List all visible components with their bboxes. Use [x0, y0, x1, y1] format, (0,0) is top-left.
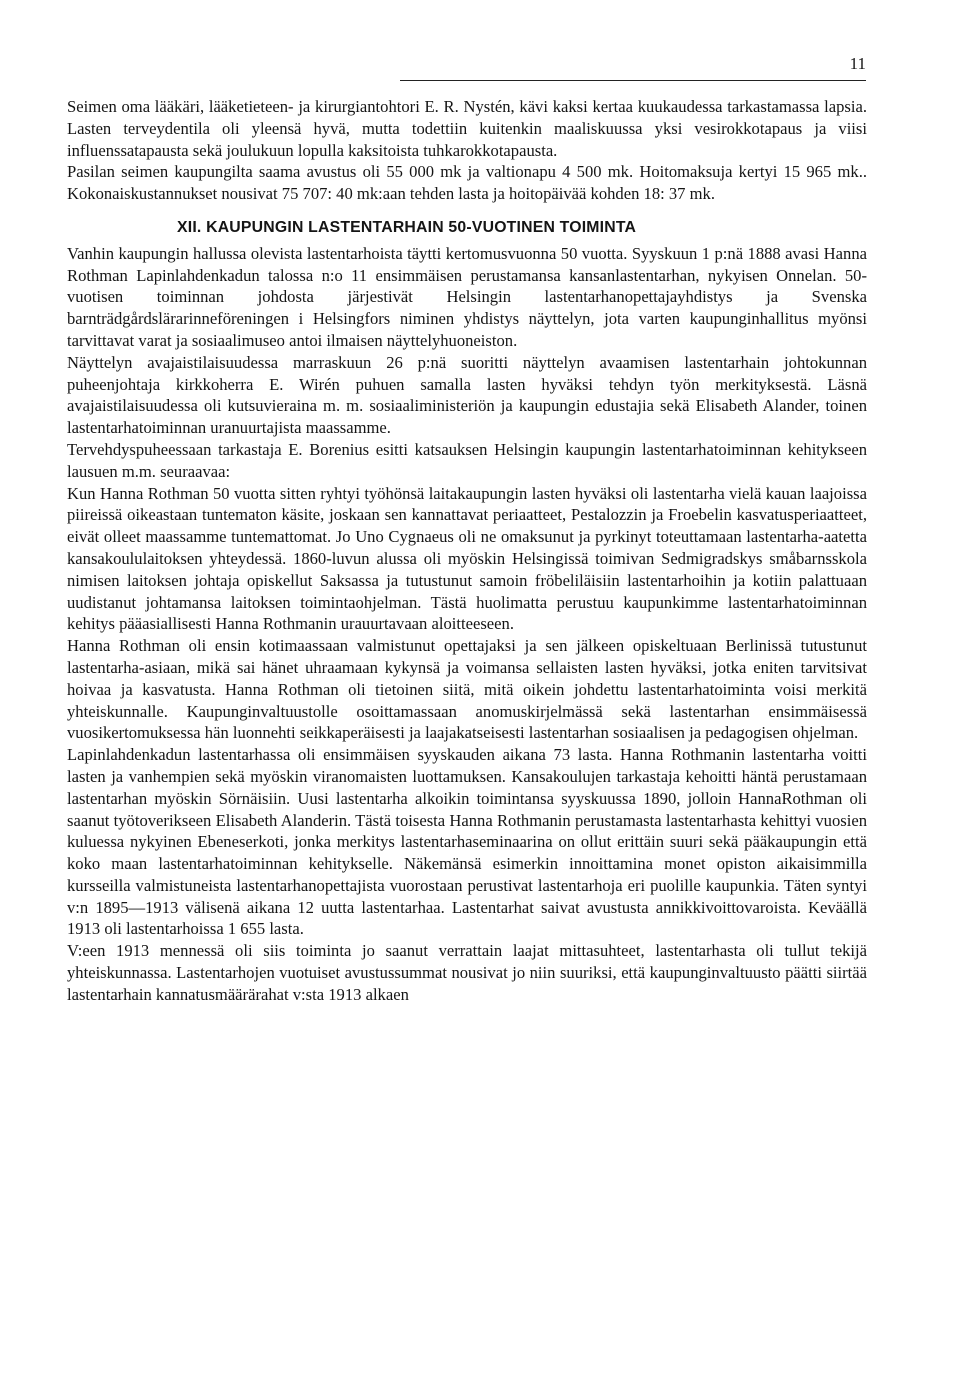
paragraph: Kun Hanna Rothman 50 vuotta sitten ryhtyi työhönsä laitakaupungin lasten hyväksi oli lastentarha vielä kauan laajoissa piireissä oikeastaan tuntematon käsite, joskaan sen kannattavat periaatteet, Pestalozzin ja Froebelin kasvatusperiaatteet, eivät olleet maassamme tuntemattomat. Jo Uno Cygnaeus oli ne omaksunut ja pyrkinyt toteuttamaan lastentarha-aatetta kansakoululaitoksen yhteydessä. 1860-luvun alussa oli myöskin Helsingissä toimivan Sedmigradskys småbarnsskola nimisen laitoksen johtaja opiskellut Saksassa ja tutustunut samoin fröbeliläisiin lastentarhoihin ja kotiin palattuaan uudistanut johtamansa laitoksen toimintaohjelman. Tästä huolimatta perustuu kaupunkimme lastentarhatoiminnan kehitys pääasiallisesti Hanna Rothmanin urauurtavaan aloitteeseen. — [67, 483, 867, 634]
paragraph: Hanna Rothman oli ensin kotimaassaan valmistunut opettajaksi ja sen jälkeen opiskeltuaan Berlinissä tutustunut lastentarha-asiaan, mikä sai hänet uhraamaan kykynsä ja voimansa sellaisten lasten hyväksi, jotka eniten tarvitsivat hoivaa ja kasvatusta. Hanna Rothman oli tietoinen siitä, mitä oikein johdettu lastentarhatoiminta voisi merkitä yhteiskunnalle. Kaupunginvaltuustolle osoittamassaan anomuskirjelmässä sekä lastentarhan ensimmäisessä vuosikertomuksessa hän luonnehti seikkaperäisesti ja laajakatseisesti lastentarhan sosiaalisen ja pedagogisen ohjelman. — [67, 636, 867, 743]
paragraph: Vanhin kaupungin hallussa olevista lastentarhoista täytti kertomusvuonna 50 vuotta. Syyskuun 1 p:nä 1888 avasi Hanna Rothman Lapinlahdenkadun talossa n:o 11 ensimmäisen perustamansa kansanlastentarhan, nykyisen Onnelan. 50-vuotisen toiminnan johdosta järjestivät Helsingin lastentarhanopettajayhdistys ja Svenska barnträdgårdslärarinneföreningen i Helsingfors niminen yhdistys näyttelyn, jota varten kaupunginhallitus myönsi tarvittavat varat ja sosiaalimuseo antoi ilmaisen näyttelyhuoneiston. — [67, 243, 867, 350]
paragraph: Pasilan seimen kaupungilta saama avustus oli 55 000 mk ja valtionapu 4 500 mk. Hoitomaksuja kertyi 15 965 mk.. Kokonaiskustannukset nousivat 75 707: 40 mk:aan tehden lasta ja hoitopäivää kohden 18: 37 mk. — [67, 162, 867, 204]
header-rule — [400, 80, 866, 81]
section-heading: XII. KAUPUNGIN LASTENTARHAIN 50-VUOTINEN TOIMINTA — [177, 218, 637, 236]
page-number: 11 — [849, 54, 866, 73]
paragraph: Näyttelyn avajaistilaisuudessa marraskuun 26 p:nä suoritti näyttelyn avaamisen lastentarhain johtokunnan puheenjohtaja kirkkoherra E. Wirén puhuen samalla lasten hyväksi tehdyn työn merkityksestä. Läsnä avajaistilaisuudessa oli kutsuvieraina m. m. sosiaaliministeriön ja kaupungin edustajia sekä Elisabeth Alander, toinen lastentarhatoiminnan uranuurtajista maassamme. — [67, 352, 867, 438]
paragraph: Seimen oma lääkäri, lääketieteen- ja kirurgiantohtori E. R. Nystén, kävi kaksi kertaa kuukaudessa tarkastamassa lapsia. Lasten terveydentila oli yleensä hyvä, mutta todettiin kuitenkin maaliskuussa yksi vesirokkotapaus ja viisi influenssatapausta sekä joulukuun lopulla kaksitoista tuhkarokkotapausta. — [67, 97, 867, 160]
paragraph: Lapinlahdenkadun lastentarhassa oli ensimmäisen syyskauden aikana 73 lasta. Hanna Rothmanin lastentarha voitti lasten ja vanhempien sekä myöskin viranomaisten luottamuksen. Kansakoulujen tarkastaja kehoitti häntä perustamaan lastentarhan myöskin Sörnäisiin. Uusi lastentarha alkoikin toimintansa syyskuussa 1890, jolloin HannaRothman oli saanut työtoverikseen Elisabeth Alanderin. Tästä toisesta Hanna Rothmanin perustamasta lastentarhasta kehittyi vuosien kuluessa nykyinen Ebeneserkoti, jonka merkitys lastentarhaseminaarina on ollut erittäin suuri sekä pääkaupungin että koko maan lastentarhatoiminnan kehitykselle. Näkemänsä esimerkin innoittamina monet opiston aikaisimmilla kursseilla valmistuneista lastentarhanopettajista vuorostaan perustivat lastentarhoja eri puolille kaupunkia. Täten syntyi v:n 1895—1913 välisenä aikana 12 uutta lastentarhaa. Lastentarhat saivat avustusta annikkivoittovaroista. Keväällä 1913 oli lastentarhoissa 1 655 lasta. — [67, 745, 867, 939]
paragraph: V:een 1913 mennessä oli siis toiminta jo saanut verrattain laajat mittasuhteet, lastentarhasta oli tullut tekijä yhteiskunnassa. Lastentarhojen vuotuiset avustussummat nousivat jo niin suuriksi, että kaupunginvaltuusto päätti siirtää lastentarhain kannatusmäärärahat v:sta 1913 alkaen — [67, 941, 867, 1004]
paragraph: Tervehdyspuheessaan tarkastaja E. Borenius esitti katsauksen Helsingin kaupungin lastentarhatoiminnan kehitykseen lausuen m.m. seuraavaa: — [67, 439, 867, 481]
body-text — [67, 96, 867, 1006]
